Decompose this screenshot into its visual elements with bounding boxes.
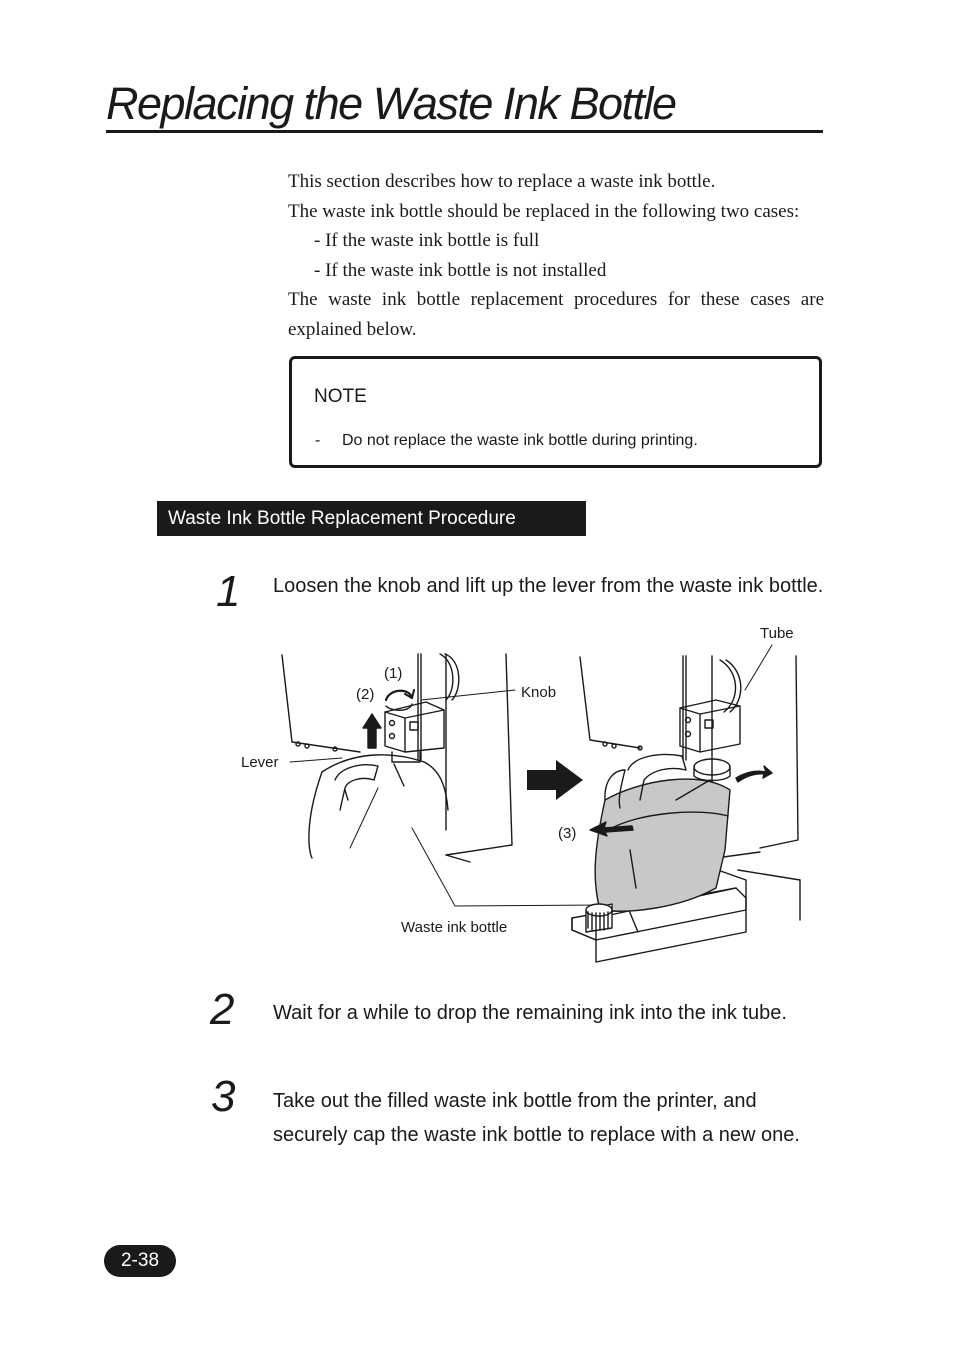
- intro-line: The waste ink bottle replacement procedures for these cases are: [288, 289, 824, 310]
- procedure-heading: Waste Ink Bottle Replacement Procedure: [157, 501, 586, 536]
- callout-1-label: (1): [384, 665, 403, 682]
- bottle-right-drawing: [586, 755, 730, 932]
- arrow-up-icon: [363, 714, 381, 748]
- intro-case-item: - If the waste ink bottle is not installed: [314, 259, 607, 281]
- step-number: 1: [216, 567, 241, 616]
- step-number: 3: [211, 1072, 236, 1121]
- printer-left-drawing: [282, 654, 512, 862]
- tube-label: Tube: [760, 625, 794, 642]
- page-title: Replacing the Waste Ink Bottle: [106, 78, 676, 129]
- arrow-right-icon: [527, 760, 583, 800]
- knob-label: Knob: [521, 684, 557, 701]
- step-text: Wait for a while to drop the remaining ink into the ink tube.: [273, 1002, 787, 1024]
- note-bullet: -: [315, 432, 321, 449]
- step-number: 2: [210, 985, 235, 1034]
- intro-line: This section describes how to replace a waste ink bottle.: [288, 171, 716, 192]
- step-text: Take out the filled waste ink bottle from the printer, and securely cap the waste ink bottle to replace with a new one.: [273, 1090, 800, 1146]
- step-text: Loosen the knob and lift up the lever from the waste ink bottle.: [273, 575, 824, 597]
- intro-line: explained below.: [288, 318, 417, 340]
- curved-arrow-icon: [736, 766, 772, 782]
- intro-case-item: - If the waste ink bottle is full: [314, 230, 540, 251]
- callout-3-label: (3): [558, 825, 577, 842]
- callout-2-label: (2): [356, 686, 375, 703]
- waste-ink-bottle-label: Waste ink bottle: [401, 919, 508, 936]
- lever-label: Lever: [241, 754, 279, 771]
- note-text: Do not replace the waste ink bottle during printing.: [342, 432, 698, 449]
- page-number-badge: 2-38: [104, 1245, 176, 1277]
- intro-line: The waste ink bottle should be replaced in the following two cases:: [288, 200, 800, 222]
- note-title: NOTE: [314, 386, 367, 407]
